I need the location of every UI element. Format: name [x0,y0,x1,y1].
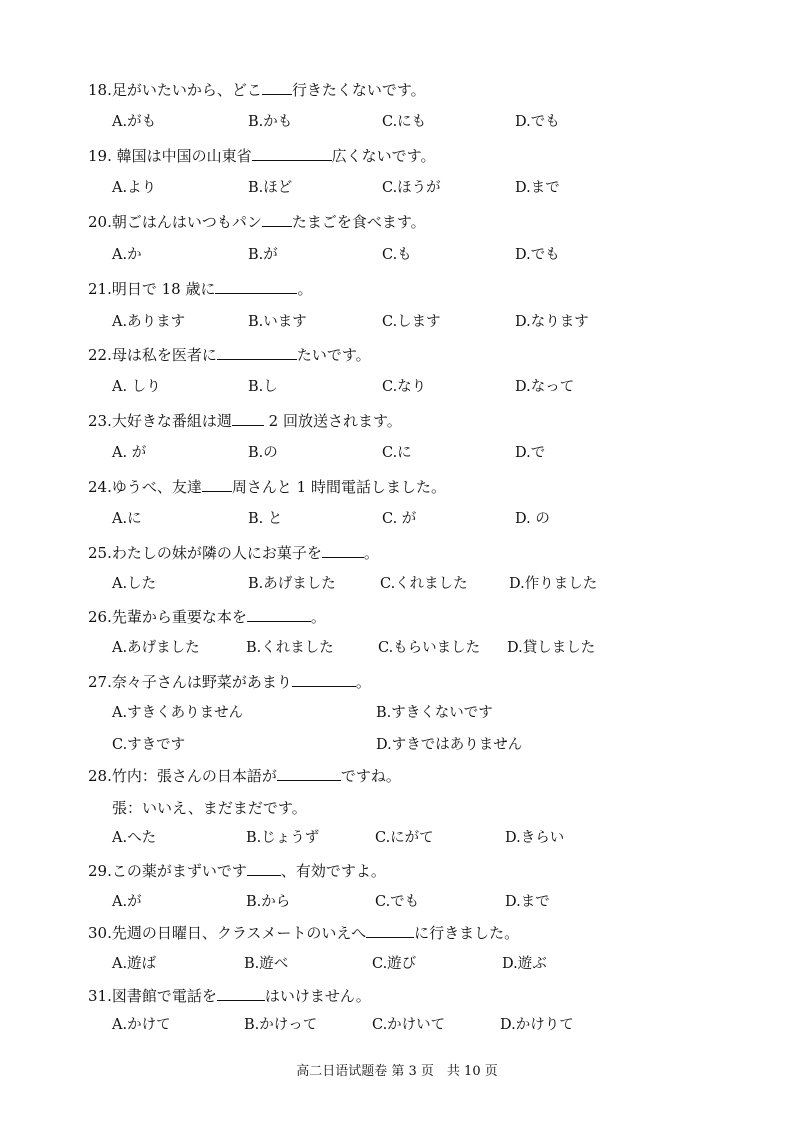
question-30 [88,923,519,943]
question-text-post: 。 [297,280,313,298]
question-31 [88,986,371,1006]
question-text-post: 広くないです。 [331,147,436,165]
answer-blank [217,345,297,360]
option-d: D.でも [515,247,560,263]
question-23 [88,411,402,431]
question-number: 24. [88,478,112,496]
question-number: 31. [88,987,112,1005]
question-text-pre: 韓国は中国の山東省 [111,147,252,165]
answer-blank [217,986,265,1001]
answer-blank [247,861,281,876]
option-c: C.もらいました [378,640,481,656]
option-d: D.貸しました [507,640,596,656]
option-d: D.まで [515,180,560,196]
question-text-pre: わたしの妹が隣の人にお菓子を [111,544,322,562]
option-a: A.が [112,894,142,910]
question-28 [88,766,401,786]
question-text-post: たいです。 [296,346,371,364]
question-number: 29. [88,862,112,880]
option-c: C.かけいて [372,1017,446,1033]
option-b: B.の [248,445,278,461]
answer-blank [292,672,356,687]
option-d: D. の [515,511,550,527]
question-text-pre: 母は私を医者に [111,346,217,364]
question-26 [88,607,326,627]
option-b: B.が [248,247,278,263]
question-text-pre: この薬がまずいです [111,862,247,880]
option-d: D.で [515,445,546,461]
question-text-post: 。 [363,544,379,562]
page-footer: 高二日语试题卷 第 3 页 共 10 页 [296,1064,498,1079]
option-d: D.遊ぶ [502,956,547,972]
question-25 [88,543,379,563]
option-b: B.し [248,379,278,395]
question-text-pre: 足がいたいから、どこ [111,81,262,99]
option-b: B.くれました [246,640,334,656]
option-b: B.すきくないです [376,705,493,721]
option-d: D.きらい [505,830,565,846]
question-text-post: 、有効ですよ。 [280,862,386,880]
option-a: A.より [112,180,157,196]
option-c: C.でも [375,894,420,910]
question-number: 30. [88,924,112,942]
option-a: A.へた [112,830,157,846]
option-a: A. しり [112,379,161,395]
question-text-pre: 大好きな番組は週 [111,412,232,430]
question-text-post: 2 回放送されます。 [263,412,402,430]
answer-blank [232,411,264,426]
question-text-pre: 奈々子さんは野菜があまり [111,673,292,691]
option-c: C.に [382,445,412,461]
option-a: A.遊ば [112,956,157,972]
question-text-post: たまごを食べます。 [291,213,426,231]
question-number: 26. [88,608,112,626]
option-c: C.します [382,314,441,330]
option-b: B.ほど [248,180,293,196]
question-text-pre: ゆうべ、友達 [111,478,202,496]
question-text-pre: 竹内：張さんの日本語が [111,767,277,785]
answer-blank [247,607,311,622]
option-a: A.した [112,576,157,592]
question-text-post: はいけません。 [264,987,371,1005]
question-number: 18. [88,81,112,99]
option-c: C.にがて [375,830,434,846]
question-number: 25. [88,544,112,562]
option-a: A.に [112,511,142,527]
answer-blank [215,279,297,294]
question-number: 20. [88,213,112,231]
question-19 [88,146,435,166]
option-a: A.か [112,247,142,263]
question-text-post: 。 [310,608,326,626]
option-c: C.にも [382,114,427,130]
question-number: 27. [88,673,112,691]
question-21 [88,279,313,299]
question-number: 22. [88,346,112,364]
dialogue-line: 張：いいえ、まだまだです。 [112,799,307,817]
option-b: B.あげました [248,576,336,592]
answer-blank [252,146,332,161]
option-d: D.なります [515,314,589,330]
option-d: D.なって [515,379,575,395]
option-b: B.じょうず [246,830,320,846]
option-a: A.がも [112,114,157,130]
question-29 [88,861,386,881]
option-c: C.遊び [372,956,417,972]
question-number: 23. [88,412,112,430]
option-c: C.すきです [112,737,186,753]
question-text-pre: 朝ごはんはいつもパン [111,213,262,231]
option-a: A.すきくありません [112,705,244,721]
option-d: D.作りました [509,576,598,592]
option-b: B. と [248,511,283,527]
option-b: B.かも [248,114,293,130]
option-b: B.います [248,314,307,330]
option-d: D.すきではありません [376,737,523,753]
question-20 [88,212,426,232]
option-a: A.あげました [112,640,200,656]
question-number: 28. [88,767,112,785]
answer-blank [366,923,414,938]
question-text-post: 行きたくないです。 [291,81,426,99]
question-text-pre: 図書館で電話を [111,987,217,1005]
option-b: B.から [246,894,291,910]
question-text-pre: 先週の日曜日、クラスメートのいえへ [111,924,367,942]
question-text-pre: 先輩から重要な本を [111,608,247,626]
option-b: B.遊べ [244,956,289,972]
option-c: C.くれました [380,576,468,592]
question-24 [88,477,446,497]
option-c: C.なり [382,379,427,395]
question-text-post: 。 [355,673,371,691]
option-b: B.かけって [244,1017,318,1033]
option-c: C.も [382,247,412,263]
option-a: A. が [112,445,147,461]
option-c: C. が [382,511,417,527]
question-number: 19. [88,147,112,165]
question-number: 21. [88,280,112,298]
question-text-post: 周さんと 1 時間電話しました。 [231,478,446,496]
option-a: A.かけて [112,1017,171,1033]
answer-blank [262,80,292,95]
answer-blank [262,212,292,227]
answer-blank [322,543,364,558]
answer-blank [277,766,341,781]
option-d: D.かけりて [500,1017,574,1033]
question-18 [88,80,426,100]
option-a: A.あります [112,314,186,330]
option-d: D.でも [515,114,560,130]
answer-blank [202,477,232,492]
question-22 [88,345,371,365]
question-27 [88,672,371,692]
question-text-post: に行きました。 [414,924,520,942]
question-text-pre: 明日で 18 歳に [111,280,216,298]
question-text-post: ですね。 [340,767,401,785]
option-c: C.ほうが [382,180,441,196]
option-d: D.まで [505,894,550,910]
